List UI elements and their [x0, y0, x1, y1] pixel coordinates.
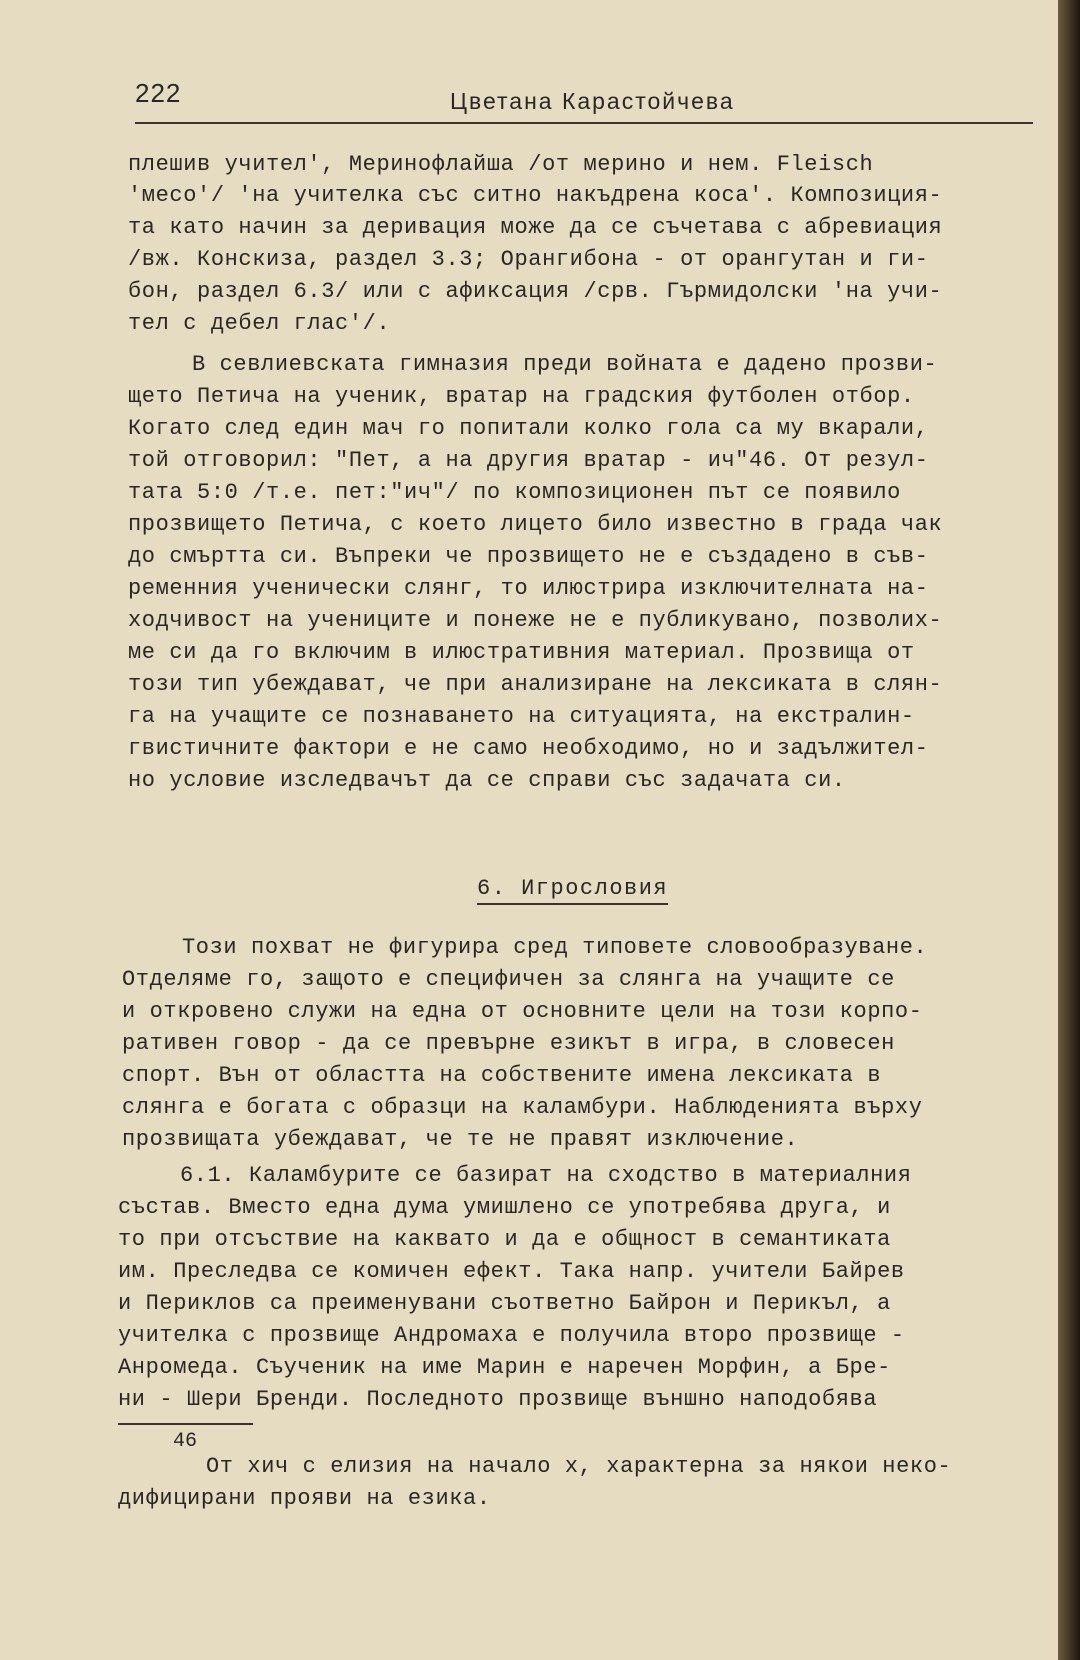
text-line: бон, раздел 6.3/ или с афиксация /срв. Гърмидолски 'на учи- — [128, 279, 943, 304]
text-line: 'месо'/ 'на учителка със ситно накъдрена коса'. Композиция- — [128, 183, 943, 208]
page-number: 222 — [135, 78, 182, 108]
text-line: той отговорил: "Пет, а на другия вратар - ич"46. От резул- — [128, 448, 929, 473]
text-line: спорт. Вън от областта на собствените имена лексиката в — [122, 1063, 882, 1088]
text-line: до смъртта си. Въпреки че прозвището не е създадено в съв- — [128, 544, 929, 569]
text-line: ни - Шери Бренди. Последното прозвище външно наподобява — [118, 1387, 878, 1412]
text-line: щето Петича на ученик, вратар на градския футболен отбор. — [128, 384, 915, 409]
text-line: тата 5:0 /т.е. пет:"ич"/ по композиционен път се появило — [128, 480, 901, 505]
footnote-number: 46 — [173, 1430, 198, 1453]
running-head: Цветана Карастойчева — [450, 88, 735, 114]
text-line: слянга е богата с образци на каламбури. Наблюденията върху — [122, 1095, 923, 1120]
footnote-line: дифицирани прояви на езика. — [118, 1486, 491, 1511]
text-line: но условие изследвачът да се справи със задачата си. — [128, 768, 846, 793]
text-line: Този похват не фигурира сред типовете словообразуване. — [182, 935, 928, 960]
text-line: ременния ученически слянг, то илюстрира изключителната на- — [128, 576, 929, 601]
section-heading: 6. Игрословия — [477, 876, 668, 905]
footnote-rule — [118, 1423, 253, 1425]
text-line: /вж. Конскиза, раздел 3.3; Орангибона - от орангутан и ги- — [128, 247, 929, 272]
header-rule — [135, 122, 1033, 124]
text-line: учителка с прозвище Андромаха е получила второ прозвище - — [118, 1323, 905, 1348]
text-line: прозвището Петича, с което лицето било известно в града чак — [128, 512, 943, 537]
text-line: ративен говор - да се превърне езикът в игра, в словесен — [122, 1031, 895, 1056]
text-line: им. Преследва се комичен ефект. Така напр. учители Байрев — [118, 1259, 905, 1284]
text-line: и Периклов са преименувани съответно Байрон и Перикъл, а — [118, 1291, 891, 1316]
text-line: то при отсъствие на каквато и да е общност в семантиката — [118, 1227, 891, 1252]
text-line: Отделяме го, защото е специфичен за слянга на учащите се — [122, 967, 895, 992]
text-line: Анромеда. Съученик на име Марин е наречен Морфин, а Бре- — [118, 1355, 891, 1380]
text-line: ме си да го включим в илюстративния материал. Прозвища от — [128, 640, 915, 665]
text-line: В севлиевската гимназия преди войната е дадено прозви- — [192, 352, 938, 377]
text-line: плешив учител', Меринофлайша /от мерино и нем. Fleisch — [128, 152, 874, 177]
text-line: прозвищата убеждават, че те не правят изключение. — [122, 1127, 799, 1152]
page-edge — [1058, 0, 1080, 1660]
text-line: и откровено служи на една от основните цели на този корпо- — [122, 999, 923, 1024]
footnote-line: От хич с елизия на начало х, характерна за някои неко- — [206, 1454, 952, 1479]
text-line: състав. Вместо една дума умишлено се употребява друга, и — [118, 1195, 891, 1220]
text-line: ходчивост на учениците и понеже не е публикувано, позволих- — [128, 608, 943, 633]
text-line: гвистичните фактори е не само необходимо, но и задължител- — [128, 736, 929, 761]
text-line: тел с дебел глас'/. — [128, 311, 391, 336]
text-line: та като начин за деривация може да се съчетава с абревиация — [128, 215, 943, 240]
text-line: га на учащите се познаването на ситуацията, на екстралин- — [128, 704, 915, 729]
page-header — [135, 78, 1035, 126]
text-line: този тип убеждават, че при анализиране на лексиката в слян- — [128, 672, 943, 697]
text-line: 6.1. Каламбурите се базират на сходство в материалния — [180, 1163, 912, 1188]
text-line: Когато след един мач го попитали колко гола са му вкарали, — [128, 416, 929, 441]
